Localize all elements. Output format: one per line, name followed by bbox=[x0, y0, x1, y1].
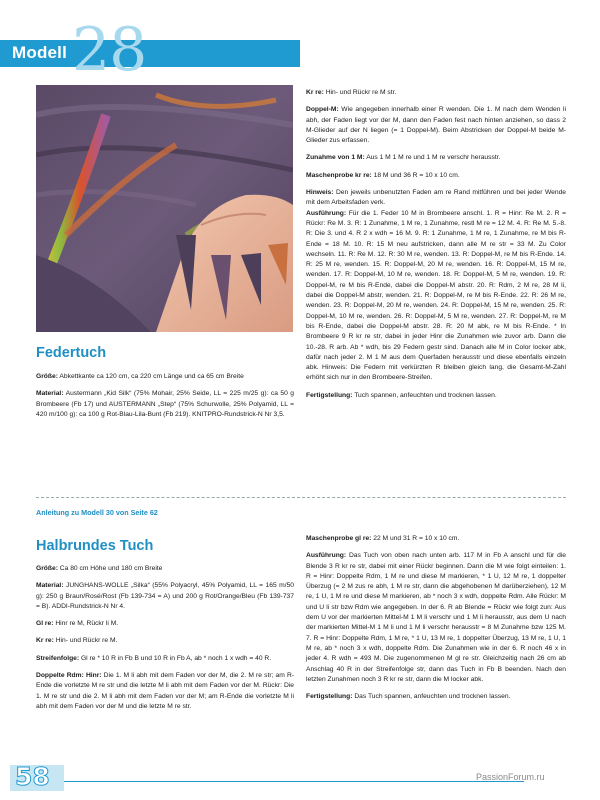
instruction-paragraph: Ausführung: Für die 1. Feder 10 M in Brombeere anschl. 1. R = Hinr: Re M. 2. R = Rückr: Re M. 3. R: 1 Zunahme, 1 M re, 1 Zunahme, restl M re = 12 M. 4. R: Re M. 5.-8. R: Die 3. und 4. R 2 x wdh = 16 M. 9. R: 1 Zunahme, 1 M re, 1 Zunahme, re M bis R-Ende = 18 M. 10. R: 15 M neu aufstricken, dann alle M re str = 33 M. Zu Color wechseln. 11. R: Re M. 12. R: 30 M re, wenden. 13. R: Doppel-M, re M bis R-Ende. 14. R: 25 M re, wenden. 15. R: Doppel-M, 20 M re, wenden. 16. R: Doppel-M, 15 M re, wenden. 17. R: Doppel-M, 10 M re, wenden. 18. R: Doppel-M, 5 M re, wenden. 19. R: Doppel-M, re M bis R-Ende, dabei die Doppel-M abstr. 20. R: Rdm, 2 M re, 28 M li, dabei die Doppel-M abstr, wenden. 21. R: Doppel-M, re M bis R-Ende. 22. R: 26 M re, wenden. 23. R: Doppel-M, 20 M re, wenden. 24. R: Doppel-M, 15 M re, wenden. 25. R: Doppel-M, 10 M re, wenden. 26. R: Doppel-M, 5 M re, wenden. 27. R: Doppel-M, re M bis R-Ende, dabei die Doppel-M abstr. 28. R: 20 M abk, re M bis R-Ende. * In Brombeere 9 R kr re str, dabei in jeder Hinr die Zunahmen wie zuvor arb. Dann die 10.-28. R arb. Ab * wdh, bis 29 Federn gestr sind. Danach alle M in Color locker abk, dafür nach jeder 2. M 1 M aus dem Querfaden herausstr und diese ebenfalls einzeln abk. Hinweis: Die Federn mit verkürzten R bleiben gleich lang, die Gesamt-M-Zahl erhöht sich nur in den Brombeere-Streifen. bbox=[306, 209, 566, 382]
tuch-instructions bbox=[306, 534, 566, 709]
instruction-paragraph: Hinweis: Den jeweils unbenutzten Faden am re Rand mitführen und bei jeder Wende mit dem Arbeitsfaden verk. bbox=[306, 189, 567, 207]
instruction-paragraph: Fertigstellung: Tuch spannen, anfeuchten und trocknen lassen. bbox=[306, 391, 497, 399]
instruction-paragraph: Doppel-M: Wie angegeben innerhalb einer R wenden. Die 1. M nach dem Wenden li abh, der Faden liegt vor der M, dann den Faden fest nach hinten anziehen, so dass 2 M-Glieder auf der N liegen (= 1 Doppel-M). Beim Abstricken der Doppel-M beide M-Glieder zus erfassen. bbox=[306, 106, 566, 145]
section-header-modell-30: Anleitung zu Modell 30 von Seite 62 bbox=[36, 508, 158, 517]
tuch-paragraph: Doppelte Rdm: Hinr: Die 1. M li abh mit dem Faden vor der M, die 2. M re str; am R-Ende die vorletzte M re str und die letzte M li abh mit dem Faden vor der M. Rückr: Die 1. M re str und die 2. M li abh mit dem Faden vor der M; am R-Ende die vorletzte M li abh mit dem Faden vor der M und die letzte M re str. bbox=[36, 672, 294, 710]
groesse-paragraph: Größe: Abkettkante ca 120 cm, ca 220 cm Länge und ca 65 cm Breite bbox=[36, 373, 244, 380]
instruction-paragraph: Maschenprobe kr re: 18 M und 36 R = 10 x 10 cm. bbox=[306, 171, 460, 179]
footer-line bbox=[64, 781, 524, 782]
instruction-paragraph: Kr re: Hin- und Rückr re M str. bbox=[306, 89, 397, 96]
model-label: Modell bbox=[12, 43, 68, 62]
shawl-photo bbox=[36, 85, 293, 332]
tuch-paragraph: Größe: Ca 80 cm Höhe und 180 cm Breite bbox=[36, 565, 163, 572]
tuch-paragraph: Material: JUNGHANS-WOLLE „Silka“ (55% Polyacryl, 45% Polyamid, LL = 165 m/50 g): 250 g Braun/Rosé/Rost (Fb 139-734 = A) und 200 g Rot/Orange/Bleu (Fb 139-737 = B). ADDI-Rundstrick-N Nr 4. bbox=[36, 582, 295, 610]
federtuch-section bbox=[36, 345, 294, 427]
material-paragraph: Material: Austermann „Kid Silk“ (75% Mohair, 25% Seide, LL = 225 m/25 g): ca 50 g Brombeere (Fb 17) und AUSTERMANN „Step“ (75% Schurwolle, 25% Polyamid, LL = 420 m/100 g): ca 100 g Rot-Blau-Lila-Bunt (Fb 219). KNITPRO-Rundstrick-N Nr 3,5. bbox=[36, 390, 294, 418]
instruction-paragraph: Zunahme von 1 M: Aus 1 M 1 M re und 1 M re verschr herausstr. bbox=[306, 154, 501, 162]
instruction-paragraph: Ausführung: Das Tuch von oben nach unten arb. 117 M in Fb A anschl und für die Blende 3 R kr re str, dabei mit einer Rückr beginnen. Dann die M wie folgt einteilen: 1. R = Hinr: Doppelte Rdm, 1 M re und diese M markieren, * 1 U, 12 M re, 1 doppelter Überzug (= 2 M zus re abh, 1 M re str, dann die abgehobenen M darüberziehen), 12 M re, 1 U, 1 M re und diese M markieren, ab * noch 3 x wdh, doppelte Rdm. Alle Rückr: M und U li str bzw Rdm wie angegeben. In der 6. R ab Blende = Rückr wie folgt zun: Aus dem U vor der markierten Mittel-M 1 M li verschr und 1 M li herausstr, aus dem U nach der markierten Mittel-M 1 M li und 1 M li verschr herausstr = 8 M Zunahme bzw 125 M. 7. R = Hinr: Doppelte Rdm, 1 M re, * 1 U, 13 M re, 1 doppelter Überzug, 13 M re, 1 U, 1 M re, ab * noch 3 x wdh, doppelte Rdm. Die Zunahmen wie in der 6. R noch 46 x in jeder 4. R wdh = 493 M. Die zugenommenen M gl re str. Gleichzeitig nach 26 cm ab Anschlag 40 R in der Streifenfolge str, dann das Tuch in Fb B beenden. Nach den letzten Zunahmen noch 3 R kr re str, dann die M locker abk. bbox=[306, 552, 567, 683]
section-title-halbrundes-tuch: Halbrundes Tuch bbox=[36, 538, 154, 554]
tuch-paragraph: Gl re: Hinr re M, Rückr li M. bbox=[36, 620, 119, 628]
watermark: PassionForum.ru bbox=[476, 772, 545, 782]
section-divider bbox=[36, 497, 566, 498]
tuch-paragraph: Kr re: Hin- und Rückr re M. bbox=[36, 637, 118, 645]
federtuch-instructions bbox=[306, 88, 566, 408]
page-number: 58 bbox=[15, 762, 50, 791]
section-title-federtuch: Federtuch bbox=[36, 345, 107, 361]
halbrundes-tuch-section bbox=[36, 538, 294, 719]
instruction-paragraph: Fertigstellung: Das Tuch spannen, anfeuchten und trocknen lassen. bbox=[306, 693, 511, 701]
model-number: 28 bbox=[72, 15, 147, 85]
tuch-paragraph: Streifenfolge: Gl re * 10 R in Fb B und 10 R in Fb A, ab * noch 1 x wdh = 40 R. bbox=[36, 654, 272, 662]
instruction-paragraph: Maschenprobe gl re: 22 M und 31 R = 10 x 10 cm. bbox=[306, 535, 460, 542]
